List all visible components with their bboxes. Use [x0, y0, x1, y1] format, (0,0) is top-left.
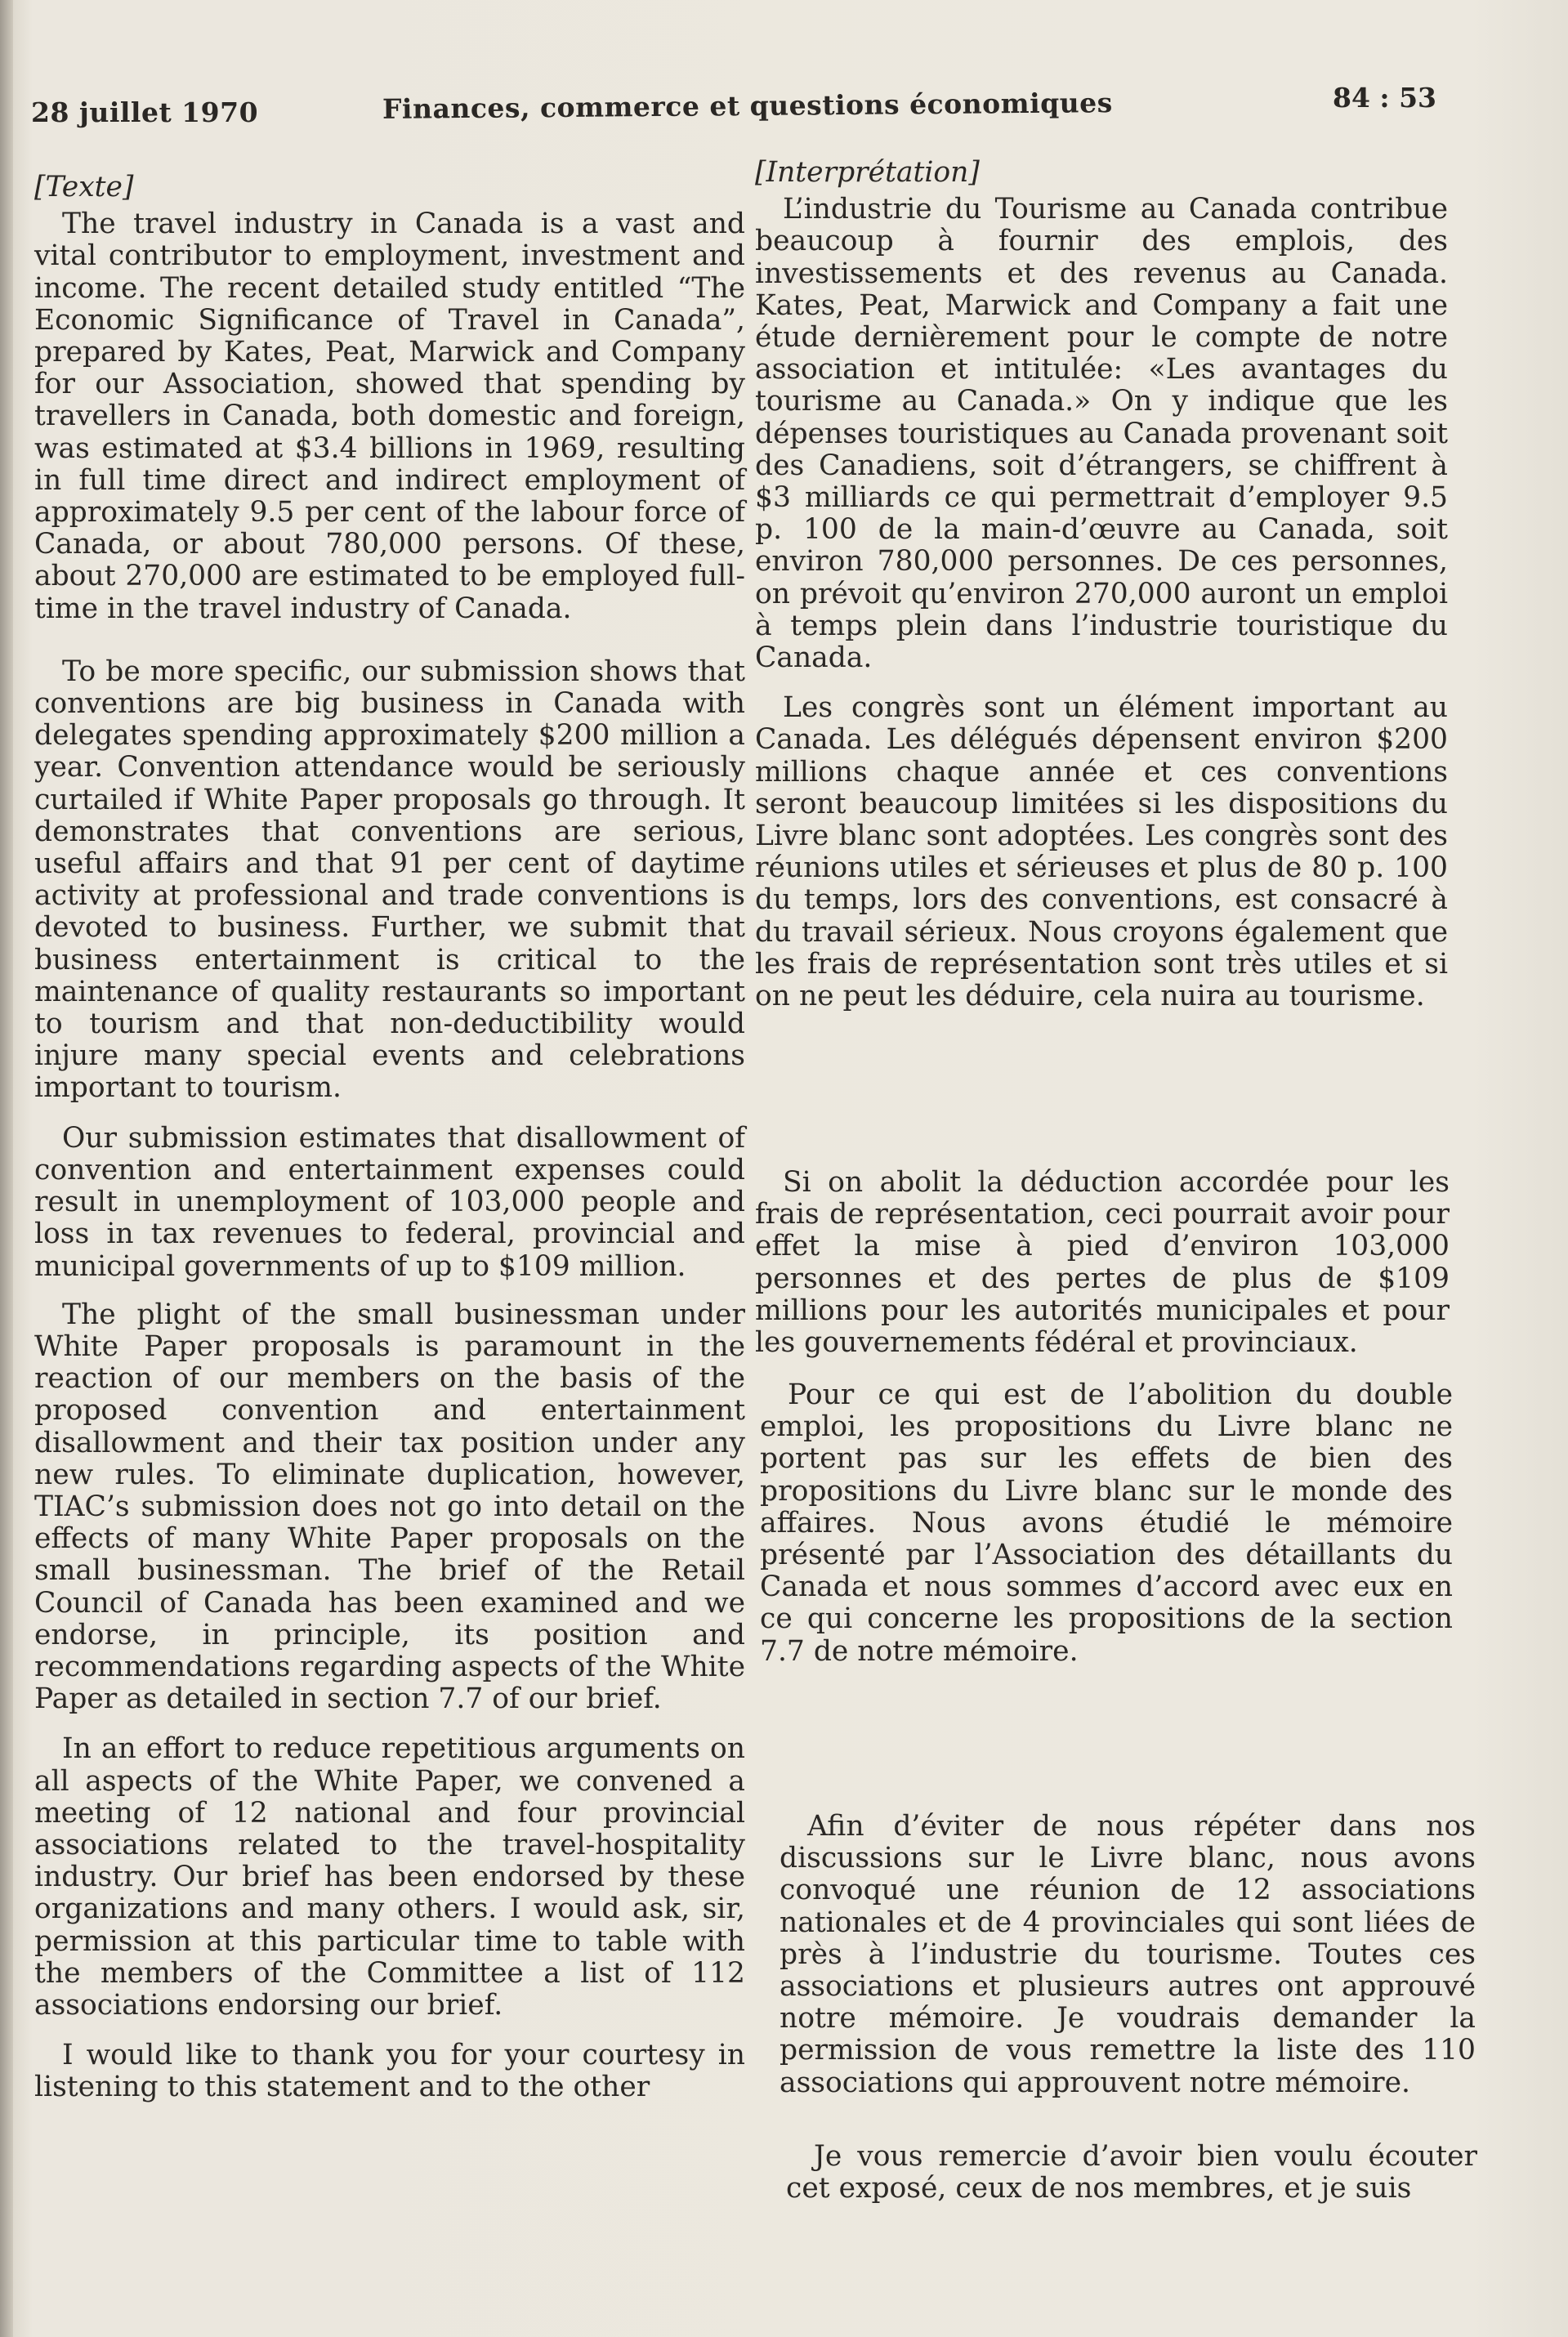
- french-paragraph-5: Afin d’éviter de nous répéter dans nos discussions sur le Livre blanc, nous avons convoqué une réunion de 12 associations nationales et de 4 provinciales qui sont liées de près à l’industrie du tourisme. Toutes ces associations et plusieurs autres ont approuvé notre mémoire. Je voudrais demander la permission de vous remettre la liste des 110 associations qui approuvent notre mémoire.: [780, 1810, 1476, 2099]
- page-header: [31, 82, 1436, 139]
- english-language-tag: [Texte]: [34, 171, 134, 203]
- binding-shadow: [0, 0, 13, 2337]
- english-paragraph-4: The plight of the small businessman under White Paper proposals is paramount in the reaction of our members on the basis of the proposed convention and entertainment disallowment and their tax position under any new rules. To eliminate duplication, however, TIAC’s submission does not go into detail on the effects of many White Paper proposals on the small businessman. The brief of the Retail Council of Canada has been examined and we endorse, in principle, its position and recommendations regarding aspects of the White Paper as detailed in section 7.7 of our brief.: [34, 1298, 745, 1716]
- english-paragraph-1: The travel industry in Canada is a vast and vital contributor to employment, investment and income. The recent detailed study entitled “The Economic Significance of Travel in Canada”, prepared by Kates, Peat, Marwick and Company for our Association, showed that spending by travellers in Canada, both domestic and foreign, was estimated at $3.4 billions in 1969, resulting in full time direct and indirect employment of approximately 9.5 per cent of the labour force of Canada, or about 780,000 persons. Of these, about 270,000 are estimated to be employed full-time in the travel industry of Canada.: [34, 208, 745, 625]
- english-paragraph-2: To be more specific, our submission shows that conventions are big business in Canada with delegates spending approximately $200 million a year. Convention attendance would be seriously curtailed if White Paper proposals go through. It demonstrates that conventions are serious, useful affairs and that 91 per cent of daytime activity at professional and trade conventions is devoted to business. Further, we submit that business entertainment is critical to the maintenance of quality restaurants so important to tourism and that non-deductibility would injure many special events and celebrations important to tourism.: [34, 655, 745, 1105]
- french-paragraph-2: Les congrès sont un élément important au Canada. Les délégués dépensent environ $200 millions chaque année et ces conventions seront beaucoup limitées si les dispositions du Livre blanc sont adoptées. Les congrès sont des réunions utiles et sérieuses et plus de 80 p. 100 du temps, lors des conventions, est consacré à du travail sérieux. Nous croyons également que les frais de représentation sont très utiles et si on ne peut les déduire, cela nuira au tourisme.: [755, 691, 1448, 1013]
- french-language-tag: [Interprétation]: [755, 156, 980, 189]
- french-paragraph-3: Si on abolit la déduction accordée pour les frais de représentation, ceci pourrait avoir pour effet la mise à pied d’environ 103,000 personnes et des pertes de plus de $109 millions pour les autorités municipales et pour les gouvernements fédéral et provinciaux.: [755, 1166, 1450, 1360]
- header-date: 28 juillet 1970: [31, 96, 259, 128]
- english-paragraph-6: I would like to thank you for your courtesy in listening to this statement and to the other: [34, 2039, 745, 2104]
- french-paragraph-1: L’industrie du Tourisme au Canada contribue beaucoup à fournir des emplois, des investissements et des revenus au Canada. Kates, Peat, Marwick and Company a fait une étude dernièrement pour le compte de notre association et intitulée: «Les avantages du tourisme au Canada.» On y indique que les dépenses touristiques au Canada provenant soit des Canadiens, soit d’étrangers, se chiffrent à $3 milliards ce qui permettrait d’employer 9.5 p. 100 de la main-d’œuvre au Canada, soit environ 780,000 personnes. De ces personnes, on prévoit qu’environ 270,000 auront un emploi à temps plein dans l’industrie touristique du Canada.: [755, 193, 1448, 675]
- french-paragraph-4: Pour ce qui est de l’abolition du double emploi, les propositions du Livre blanc ne portent pas sur les effets de bien des propositions du Livre blanc sur le monde des affaires. Nous avons étudié le mémoire présenté par l’Association des détaillants du Canada et nous sommes d’accord avec eux en ce qui concerne les propositions de la section 7.7 de notre mémoire.: [760, 1379, 1453, 1668]
- header-title: Finances, commerce et questions économiques: [382, 87, 1113, 125]
- french-column-top: [745, 157, 1448, 1012]
- english-paragraph-5: In an effort to reduce repetitious arguments on all aspects of the White Paper, we convened a meeting of 12 national and four provincial associations related to the travel-hospitality industry. Our brief has been endorsed by these organizations and many others. I would ask, sir, permission at this particular time to table with the members of the Committee a list of 112 associations endorsing our brief.: [34, 1732, 745, 2022]
- header-page-number: 84 : 53: [1332, 82, 1436, 114]
- french-paragraph-6: Je vous remercie d’avoir bien voulu écouter cet exposé, ceux de nos membres, et je suis: [786, 2140, 1477, 2205]
- english-paragraph-3: Our submission estimates that disallowment of convention and entertainment expenses could result in unemployment of 103,000 people and loss in tax revenues to federal, provincial and municipal governments of up to $109 million.: [34, 1121, 745, 1283]
- english-column: [34, 172, 745, 2104]
